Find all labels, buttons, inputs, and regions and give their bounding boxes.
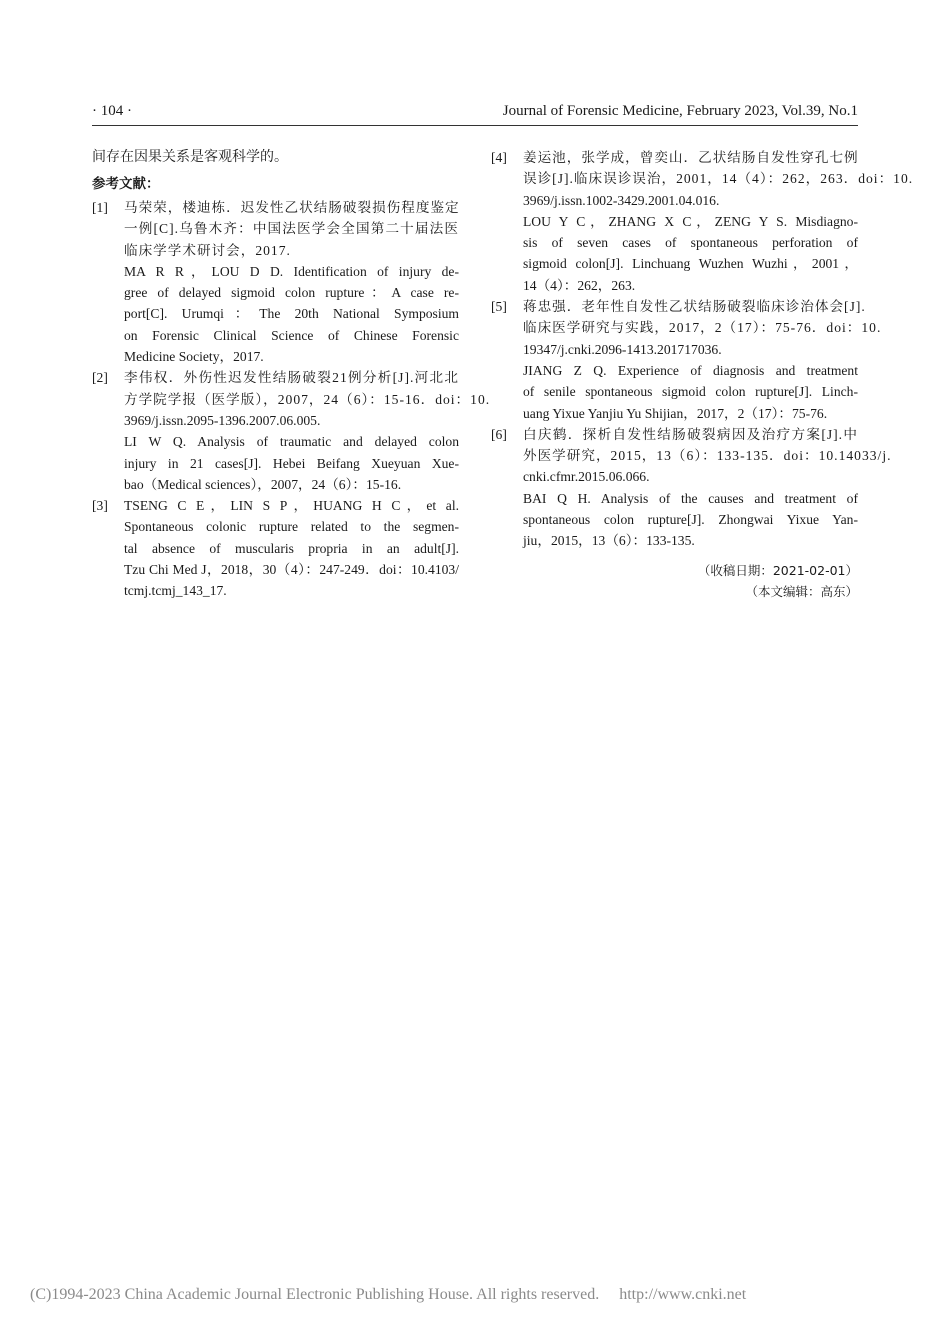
- journal-title: Journal of Forensic Medicine, February 2023, Vol.39, No.1: [502, 103, 858, 119]
- reference-line: 李伟权．外伤性迟发性结肠破裂21例分析[J].河北北: [124, 370, 459, 386]
- copyright-text: (C)1994-2023 China Academic Journal Electronic Publishing House. All rights reserved.: [30, 1286, 600, 1303]
- reference-line: LOU Y C，ZHANG X C，ZENG Y S. Misdiagno-: [523, 213, 858, 229]
- reference-line: on Forensic Clinical Science of Chinese Forensic: [124, 327, 459, 343]
- reference-line: injury in 21 cases[J]. Hebei Beifang Xueyuan Xue-: [124, 455, 459, 471]
- reference-line: tcmj.tcmj_143_17.: [124, 583, 227, 599]
- reference-line: BAI Q H. Analysis of the causes and treatment of: [523, 490, 858, 506]
- reference-line: 误诊[J].临床误诊误治，2001，14（4）：262，263．doi：10.: [523, 171, 914, 187]
- reference-line: gree of delayed sigmoid colon rupture：A case re-: [124, 285, 459, 301]
- reference-number: [6]: [491, 426, 507, 442]
- reference-line: uang Yixue Yanjiu Yu Shijian，2017，2（17）：75-76.: [523, 405, 828, 421]
- reference-list-right: [491, 147, 914, 552]
- footer-url[interactable]: http://www.cnki.net: [619, 1286, 747, 1303]
- reference-line: port[C]. Urumqi：The 20th National Symposium: [124, 306, 459, 322]
- reference-line: LI W Q. Analysis of traumatic and delayed colon: [124, 434, 459, 450]
- reference-line: 姜运池，张学成，曾奕山．乙状结肠自发性穿孔七例: [523, 150, 859, 165]
- reference-line: of senile spontaneous sigmoid colon rupture[J]. Linch-: [523, 384, 858, 400]
- reference-line: 3969/j.issn.1002-3429.2001.04.016.: [523, 192, 720, 208]
- reference-list-left: [92, 197, 491, 602]
- reference-line: 14（4）：262，263.: [523, 277, 636, 293]
- right-column: [491, 147, 914, 602]
- reference-entry: [491, 424, 892, 552]
- reference-line: Medicine Society，2017.: [124, 349, 264, 365]
- reference-line: MA R R，LOU D D. Identification of injury de-: [124, 263, 459, 279]
- reference-line: 方学院学报（医学版），2007，24（6）：15-16．doi：10.: [124, 391, 491, 407]
- reference-line: Spontaneous colonic rupture related to the segmen-: [124, 519, 459, 535]
- reference-number: [1]: [92, 200, 108, 215]
- reference-line: 一例[C].乌鲁木齐：中国法医学会全国第二十届法医: [124, 221, 459, 237]
- reference-line: 外医学研究，2015，13（6）：133-135．doi：10.14033/j.: [523, 448, 892, 464]
- copyright-footer: [30, 1286, 746, 1304]
- reference-entry: [491, 147, 914, 296]
- reference-line: 临床学学术研讨会，2017.: [124, 242, 291, 258]
- page-number: · 104 ·: [92, 103, 132, 119]
- reference-line: 蒋忠强．老年性自发性乙状结肠破裂临床诊治体会[J].: [523, 299, 866, 315]
- reference-line: Tzu Chi Med J，2018，30（4）：247-249．doi：10.4103/: [124, 562, 459, 578]
- reference-line: 白庆鹤．探析自发性结肠破裂病因及治疗方案[J].中: [523, 426, 858, 442]
- reference-line: TSENG C E，LIN S P，HUANG H C，et al.: [124, 498, 459, 514]
- received-date: （收稿日期：2021-02-01）: [697, 562, 858, 578]
- reference-entry: [92, 197, 459, 367]
- references-heading: 参考文献：: [92, 176, 160, 192]
- running-header: [92, 103, 858, 126]
- reference-number: [4]: [491, 150, 507, 165]
- reference-entry: [92, 367, 491, 495]
- reference-line: bao（Medical sciences），2007，24（6）：15-16.: [124, 476, 402, 492]
- reference-line: 3969/j.issn.2095-1396.2007.06.005.: [124, 412, 321, 428]
- left-column: [92, 147, 491, 602]
- reference-line: jiu，2015，13（6）：133-135.: [523, 533, 695, 549]
- editor-note: （本文编辑：高东）: [745, 583, 858, 599]
- reference-line: 临床医学研究与实践，2017，2（17）：75-76．doi：10.: [523, 320, 882, 336]
- reference-line: tal absence of muscularis propria in an adult[J].: [124, 540, 459, 556]
- reference-number: [3]: [92, 498, 108, 514]
- reference-line: sigmoid colon[J]. Linchuang Wuzhen Wuzhi，2001，: [523, 256, 858, 272]
- reference-line: 马荣荣，楼迪栋．迟发性乙状结肠破裂损伤程度鉴定: [124, 200, 460, 215]
- reference-entry: [92, 495, 459, 601]
- reference-line: 19347/j.cnki.2096-1413.201717036.: [523, 341, 722, 357]
- lead-text: 间存在因果关系是客观科学的。: [92, 150, 288, 165]
- reference-entry: [491, 296, 882, 424]
- reference-number: [5]: [491, 299, 507, 315]
- reference-number: [2]: [92, 370, 108, 386]
- reference-line: JIANG Z Q. Experience of diagnosis and treatment: [523, 362, 858, 378]
- reference-line: sis of seven cases of spontaneous perforation of: [523, 235, 858, 251]
- reference-line: spontaneous colon rupture[J]. Zhongwai Yixue Yan-: [523, 512, 858, 528]
- reference-line: cnki.cfmr.2015.06.066.: [523, 469, 650, 485]
